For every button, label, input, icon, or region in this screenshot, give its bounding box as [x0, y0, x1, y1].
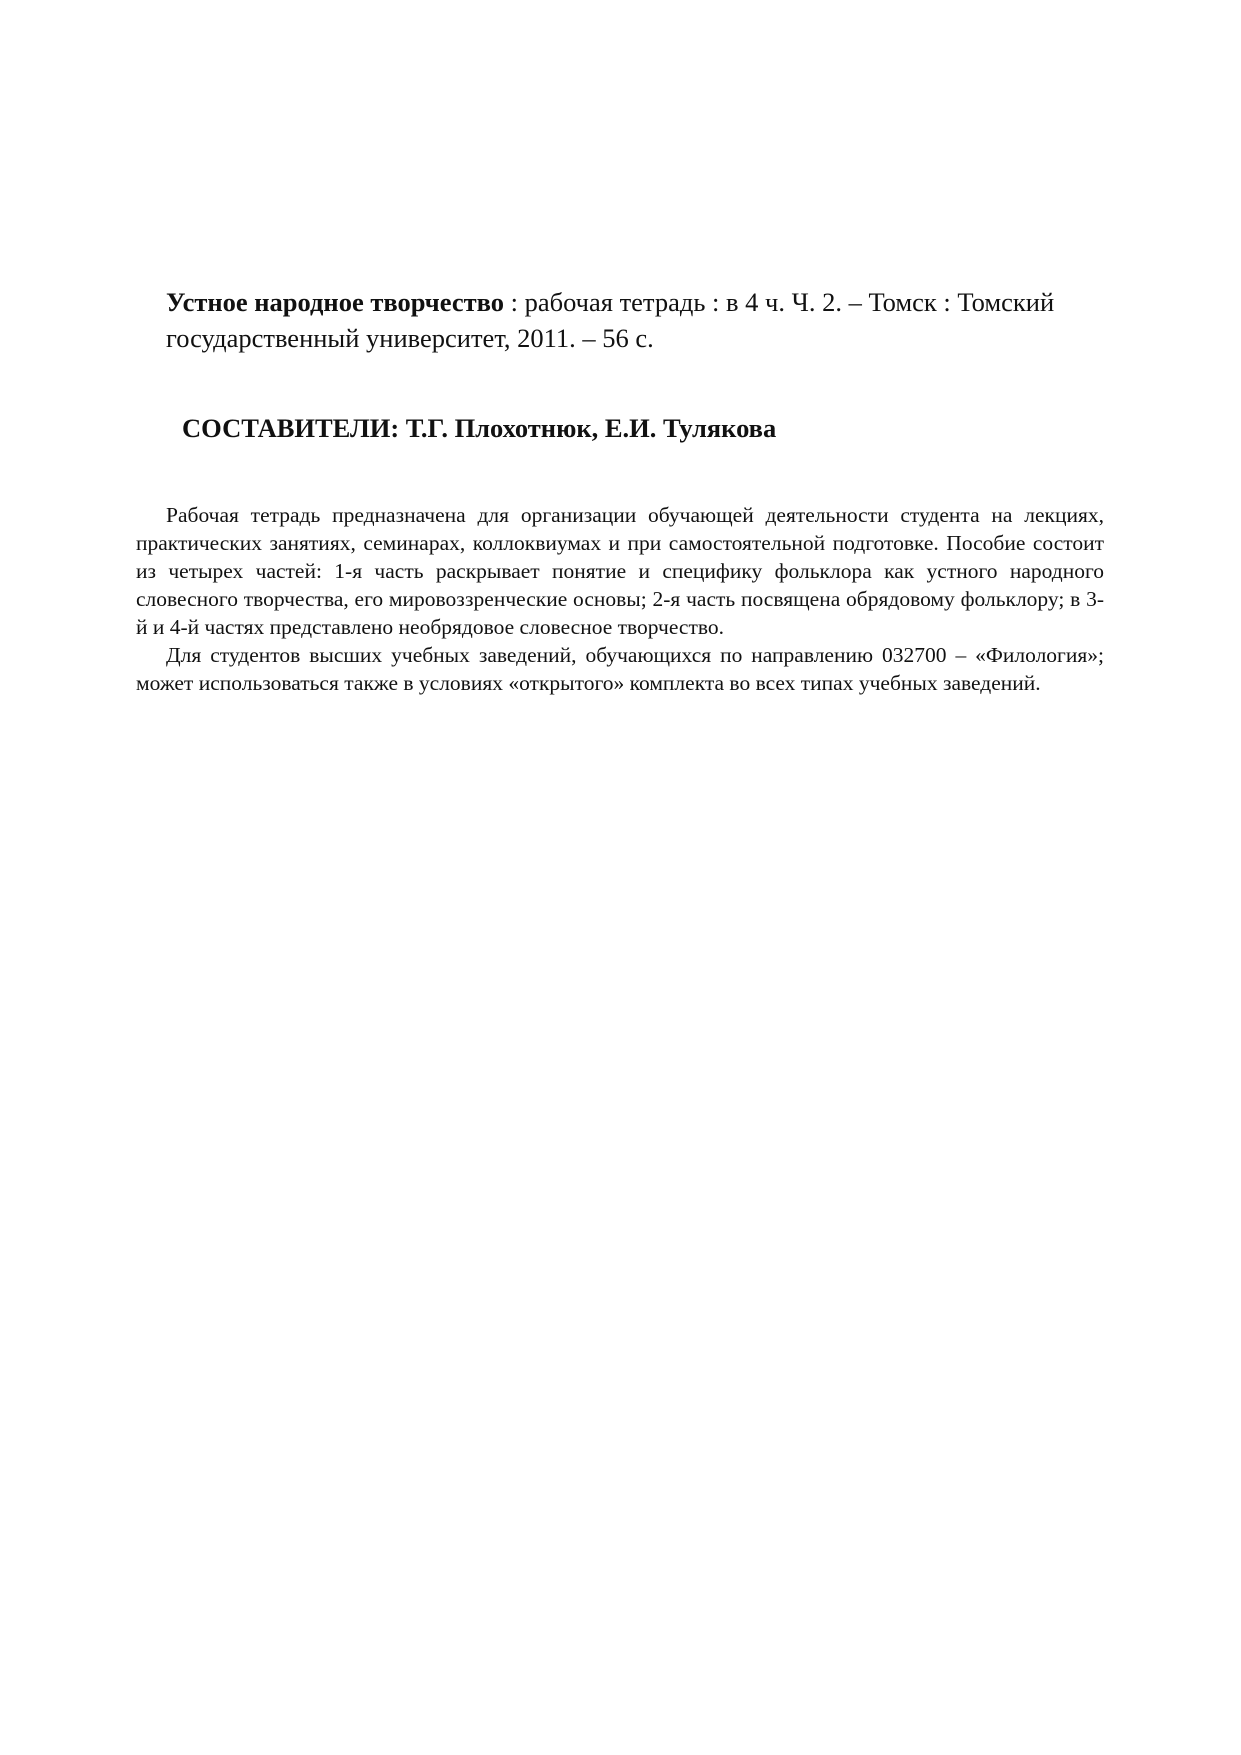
bibliographic-citation — [166, 284, 1126, 356]
abstract — [136, 501, 1104, 697]
book-title: Устное народное творчество — [166, 287, 504, 317]
abstract-paragraph-2: Для студентов высших учебных заведений, обучающихся по направлению 032700 – «Филология»; может использоваться также в условиях «открытого» комплекта во всех типах учебных заведений. — [136, 643, 1104, 695]
abstract-paragraph-1: Рабочая тетрадь предназначена для организации обучающей деятельности студента на лекциях, практических занятиях, семинарах, коллоквиумах и при самостоятельной подготовке. Пособие состоит из четырех частей: 1-я часть раскрывает понятие и специфику фольклора как устного народного словесного творчества, его мировоззренческие основы; 2-я часть посвящена обрядовому фольклору; в 3-й и 4-й частях представлено необрядовое словесное творчество. — [136, 503, 1104, 639]
citation-details: : рабочая тетрадь : в 4 ч. Ч. 2. – Томск : Томский государственный университет, 2011. – 56 с. — [166, 287, 1055, 353]
compilers-line: СОСТАВИТЕЛИ: Т.Г. Плохотнюк, Е.И. Тулякова — [182, 413, 777, 443]
